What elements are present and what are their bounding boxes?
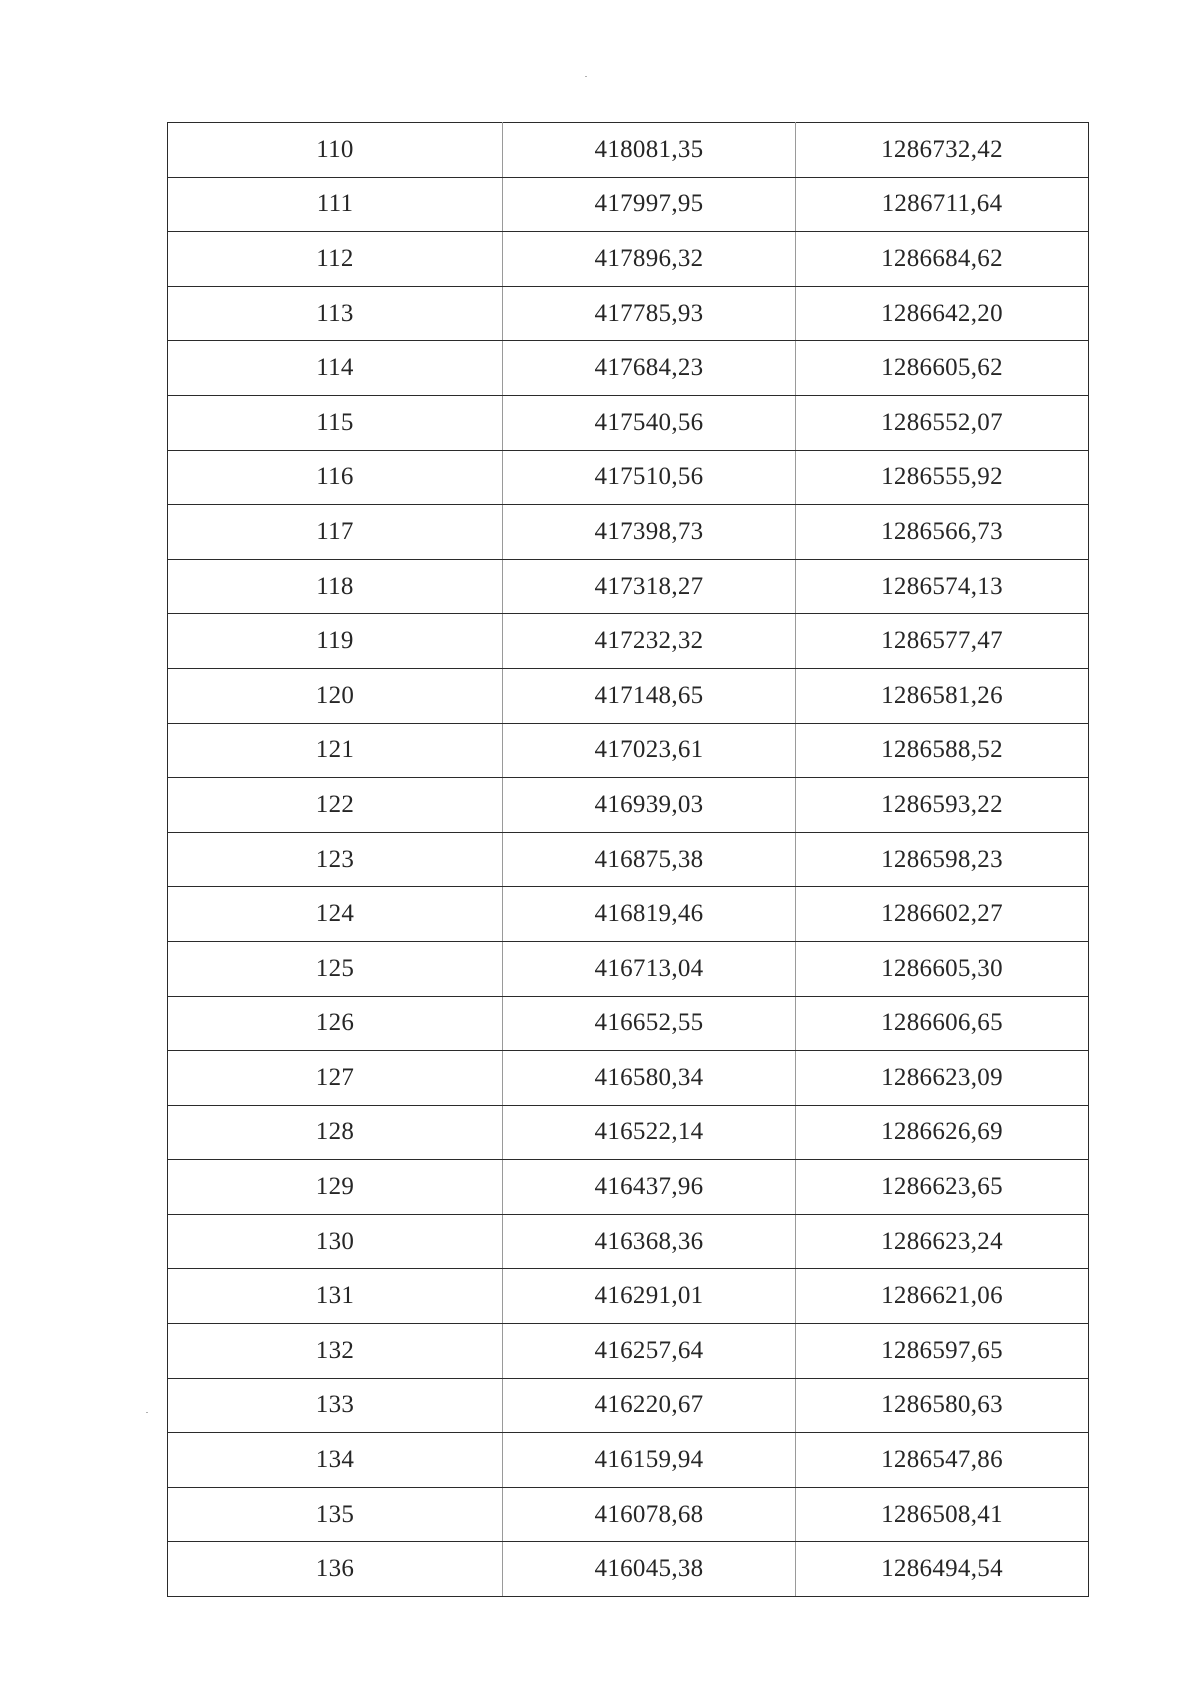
y-coordinate-cell: 1286732,42 [796,123,1089,178]
point-number-cell: 117 [168,505,503,560]
y-coordinate-cell: 1286621,06 [796,1269,1089,1324]
x-coordinate-cell: 417684,23 [503,341,796,396]
point-number-cell: 136 [168,1542,503,1597]
table-row [168,286,1089,341]
y-coordinate-cell: 1286581,26 [796,668,1089,723]
table-row [168,559,1089,614]
table-row [168,341,1089,396]
coordinates-table-body [168,123,1089,1597]
y-coordinate-cell: 1286642,20 [796,286,1089,341]
table-row [168,1487,1089,1542]
x-coordinate-cell: 416220,67 [503,1378,796,1433]
y-coordinate-cell: 1286623,65 [796,1160,1089,1215]
x-coordinate-cell: 417540,56 [503,395,796,450]
x-coordinate-cell: 416580,34 [503,1051,796,1106]
table-row [168,1105,1089,1160]
x-coordinate-cell: 416713,04 [503,941,796,996]
y-coordinate-cell: 1286547,86 [796,1433,1089,1488]
point-number-cell: 118 [168,559,503,614]
y-coordinate-cell: 1286711,64 [796,177,1089,232]
y-coordinate-cell: 1286626,69 [796,1105,1089,1160]
point-number-cell: 119 [168,614,503,669]
point-number-cell: 110 [168,123,503,178]
table-row [168,996,1089,1051]
x-coordinate-cell: 416522,14 [503,1105,796,1160]
table-row [168,1160,1089,1215]
table-row [168,1433,1089,1488]
x-coordinate-cell: 416159,94 [503,1433,796,1488]
point-number-cell: 125 [168,941,503,996]
point-number-cell: 128 [168,1105,503,1160]
y-coordinate-cell: 1286555,92 [796,450,1089,505]
coordinates-table [167,122,1089,1597]
point-number-cell: 122 [168,778,503,833]
point-number-cell: 111 [168,177,503,232]
x-coordinate-cell: 416652,55 [503,996,796,1051]
table-row [168,1051,1089,1106]
x-coordinate-cell: 416078,68 [503,1487,796,1542]
y-coordinate-cell: 1286605,30 [796,941,1089,996]
point-number-cell: 131 [168,1269,503,1324]
x-coordinate-cell: 417023,61 [503,723,796,778]
y-coordinate-cell: 1286552,07 [796,395,1089,450]
point-number-cell: 134 [168,1433,503,1488]
table-row [168,941,1089,996]
point-number-cell: 124 [168,887,503,942]
point-number-cell: 130 [168,1214,503,1269]
y-coordinate-cell: 1286623,09 [796,1051,1089,1106]
point-number-cell: 121 [168,723,503,778]
x-coordinate-cell: 416939,03 [503,778,796,833]
point-number-cell: 133 [168,1378,503,1433]
table-row [168,1324,1089,1379]
table-row [168,1214,1089,1269]
y-coordinate-cell: 1286597,65 [796,1324,1089,1379]
table-row [168,1542,1089,1597]
point-number-cell: 132 [168,1324,503,1379]
point-number-cell: 120 [168,668,503,723]
x-coordinate-cell: 416045,38 [503,1542,796,1597]
point-number-cell: 126 [168,996,503,1051]
x-coordinate-cell: 417148,65 [503,668,796,723]
x-coordinate-cell: 417785,93 [503,286,796,341]
table-row [168,505,1089,560]
point-number-cell: 113 [168,286,503,341]
table-row [168,668,1089,723]
x-coordinate-cell: 417997,95 [503,177,796,232]
y-coordinate-cell: 1286598,23 [796,832,1089,887]
y-coordinate-cell: 1286606,65 [796,996,1089,1051]
y-coordinate-cell: 1286602,27 [796,887,1089,942]
y-coordinate-cell: 1286580,63 [796,1378,1089,1433]
y-coordinate-cell: 1286588,52 [796,723,1089,778]
x-coordinate-cell: 416291,01 [503,1269,796,1324]
x-coordinate-cell: 416257,64 [503,1324,796,1379]
point-number-cell: 127 [168,1051,503,1106]
point-number-cell: 129 [168,1160,503,1215]
x-coordinate-cell: 418081,35 [503,123,796,178]
point-number-cell: 123 [168,832,503,887]
table-row [168,832,1089,887]
point-number-cell: 114 [168,341,503,396]
y-coordinate-cell: 1286566,73 [796,505,1089,560]
x-coordinate-cell: 417398,73 [503,505,796,560]
table-row [168,1269,1089,1324]
x-coordinate-cell: 417896,32 [503,232,796,287]
x-coordinate-cell: 417232,32 [503,614,796,669]
point-number-cell: 116 [168,450,503,505]
y-coordinate-cell: 1286577,47 [796,614,1089,669]
y-coordinate-cell: 1286623,24 [796,1214,1089,1269]
x-coordinate-cell: 417318,27 [503,559,796,614]
table-row [168,395,1089,450]
y-coordinate-cell: 1286494,54 [796,1542,1089,1597]
scan-speck [585,76,587,77]
x-coordinate-cell: 416875,38 [503,832,796,887]
table-row [168,614,1089,669]
y-coordinate-cell: 1286508,41 [796,1487,1089,1542]
table-row [168,778,1089,833]
x-coordinate-cell: 416819,46 [503,887,796,942]
y-coordinate-cell: 1286574,13 [796,559,1089,614]
table-row [168,450,1089,505]
point-number-cell: 112 [168,232,503,287]
table-row [168,887,1089,942]
scan-speck [146,1412,148,1413]
x-coordinate-cell: 416368,36 [503,1214,796,1269]
table-row [168,123,1089,178]
table-row [168,177,1089,232]
point-number-cell: 135 [168,1487,503,1542]
x-coordinate-cell: 416437,96 [503,1160,796,1215]
y-coordinate-cell: 1286593,22 [796,778,1089,833]
table-row [168,1378,1089,1433]
table-row [168,723,1089,778]
y-coordinate-cell: 1286605,62 [796,341,1089,396]
point-number-cell: 115 [168,395,503,450]
y-coordinate-cell: 1286684,62 [796,232,1089,287]
x-coordinate-cell: 417510,56 [503,450,796,505]
table-row [168,232,1089,287]
